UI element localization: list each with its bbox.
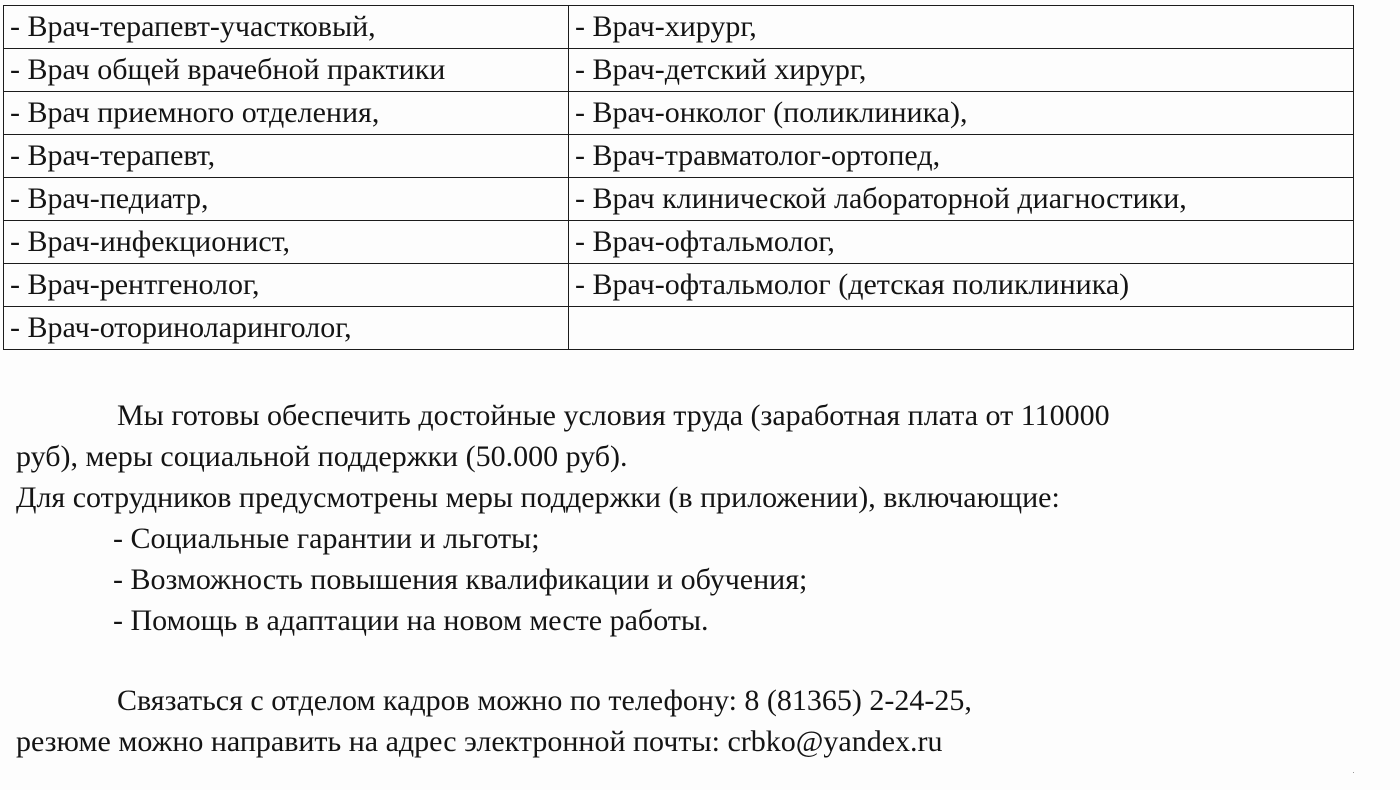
table-row <box>4 6 1354 49</box>
table-cell: - Врач-травматолог-ортопед, <box>569 135 1354 178</box>
table-cell: - Врач-инфекционист, <box>4 221 569 264</box>
table-row <box>4 307 1354 350</box>
table-cell: - Врач клинической лабораторной диагностики, <box>569 178 1354 221</box>
table-cell: - Врач-терапевт, <box>4 135 569 178</box>
table-cell: - Врач приемного отделения, <box>4 92 569 135</box>
working-conditions-paragraph <box>16 395 1386 641</box>
table-cell: - Врач-педиатр, <box>4 178 569 221</box>
contact-paragraph <box>16 680 1386 762</box>
conditions-line: руб), меры социальной поддержки (50.000 руб). <box>16 440 628 473</box>
table-cell: - Врач-рентгенолог, <box>4 264 569 307</box>
table-cell: - Врач-хирург, <box>569 6 1354 49</box>
table-row <box>4 221 1354 264</box>
contact-email-line: резюме можно направить на адрес электронной почты: crbko@yandex.ru <box>16 725 943 758</box>
contact-phone-line: Связаться с отделом кадров можно по телефону: 8 (81365) 2-24-25, <box>117 684 972 717</box>
vacancy-table <box>3 5 1354 350</box>
table-row <box>4 178 1354 221</box>
table-cell: - Врач-офтальмолог (детская поликлиника) <box>569 264 1354 307</box>
table-cell: - Врач-терапевт-участковый, <box>4 6 569 49</box>
list-item: - Социальные гарантии и льготы; <box>113 522 540 555</box>
table-cell: - Врач-детский хирург, <box>569 49 1354 92</box>
table-cell: - Врач-онколог (поликлиника), <box>569 92 1354 135</box>
list-item: - Возможность повышения квалификации и обучения; <box>113 563 808 596</box>
table-cell <box>569 307 1354 350</box>
table-row <box>4 135 1354 178</box>
table-cell: - Врач-оториноларинголог, <box>4 307 569 350</box>
table-row <box>4 264 1354 307</box>
list-item: - Помощь в адаптации на новом месте работы. <box>113 604 709 637</box>
table-row <box>4 49 1354 92</box>
scan-speck <box>1353 772 1354 773</box>
table-cell: - Врач-офтальмолог, <box>569 221 1354 264</box>
table-row <box>4 92 1354 135</box>
support-intro: Для сотрудников предусмотрены меры поддержки (в приложении), включающие: <box>16 481 1060 514</box>
table-cell: - Врач общей врачебной практики <box>4 49 569 92</box>
conditions-line: Мы готовы обеспечить достойные условия труда (заработная плата от 110000 <box>117 399 1110 432</box>
